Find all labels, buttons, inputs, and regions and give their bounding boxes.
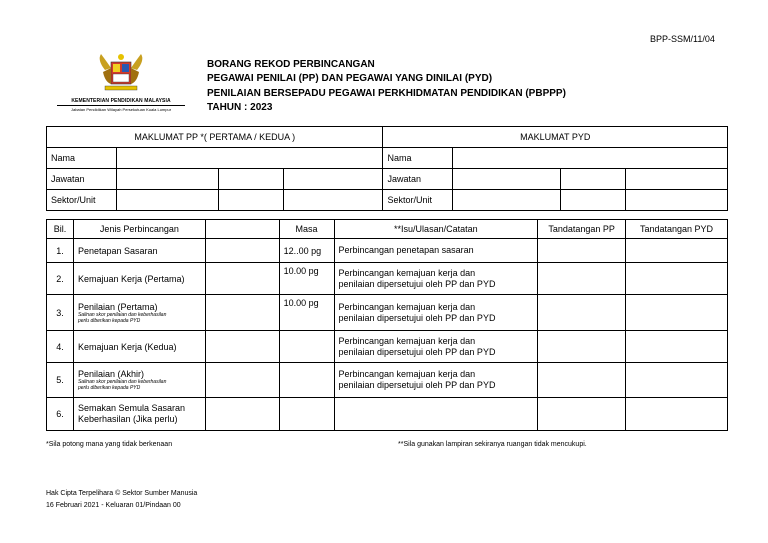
discussion-type: Kemajuan Kerja (Pertama) <box>73 263 205 295</box>
row-number: 3. <box>47 295 74 331</box>
discussion-time[interactable]: 10.00 pg <box>279 295 334 331</box>
discussion-time[interactable] <box>279 363 334 398</box>
pyd-name-field[interactable] <box>453 148 728 169</box>
blank-cell[interactable] <box>205 398 279 431</box>
ministry-logo <box>57 52 185 122</box>
coat-of-arms-icon <box>91 52 151 96</box>
footnote-attachment: **Sila gunakan lampiran sekiranya ruangan tidak mencukupi. <box>398 441 587 448</box>
pyd-position-field[interactable] <box>453 169 561 190</box>
blank-cell[interactable] <box>205 331 279 363</box>
sign-pp-cell[interactable] <box>538 363 626 398</box>
pyd-unit-field[interactable] <box>453 190 561 211</box>
sign-pp-cell[interactable] <box>538 239 626 263</box>
title-line-4: TAHUN : 2023 <box>207 101 273 113</box>
discussion-type-note: Salinan skor penilaian dan keberhasilan perlu diberikan kepada PYD <box>77 311 167 324</box>
col-header-sign-pp: Tandatangan PP <box>538 220 626 239</box>
discussion-type-label: Penilaian (Akhir) <box>77 369 144 379</box>
pp-name-field[interactable] <box>116 148 383 169</box>
pp-name-label: Nama <box>47 148 117 169</box>
col-header-no: Bil. <box>47 220 74 239</box>
pp-unit-field-3[interactable] <box>283 190 383 211</box>
sign-pp-cell[interactable] <box>538 263 626 295</box>
pp-position-field-3[interactable] <box>283 169 383 190</box>
pyd-name-label: Nama <box>383 148 453 169</box>
discussion-issue[interactable]: Perbincangan kemajuan kerja dan penilaian dipersetujui oleh PP dan PYD <box>334 295 538 331</box>
pyd-unit-field-2[interactable] <box>561 190 626 211</box>
pyd-unit-label: Sektor/Unit <box>383 190 453 211</box>
discussion-issue[interactable]: Perbincangan kemajuan kerja dan penilaian dipersetujui oleh PP dan PYD <box>334 263 538 295</box>
blank-cell[interactable] <box>205 363 279 398</box>
discussion-time[interactable]: 12..00 pg <box>279 239 334 263</box>
pyd-position-field-3[interactable] <box>626 169 728 190</box>
table-row <box>47 263 728 295</box>
sign-pyd-cell[interactable] <box>626 363 728 398</box>
pp-position-field-2[interactable] <box>218 169 283 190</box>
discussion-type: Kemajuan Kerja (Kedua) <box>73 331 205 363</box>
copyright-notice <box>46 488 197 512</box>
blank-cell[interactable] <box>205 239 279 263</box>
discussion-type-note: Salinan skor penilaian dan keberhasilan perlu diberikan kepada PYD <box>77 379 167 391</box>
sign-pyd-cell[interactable] <box>626 295 728 331</box>
sign-pyd-cell[interactable] <box>626 331 728 363</box>
pp-info-header: MAKLUMAT PP *( PERTAMA / KEDUA ) <box>47 127 383 148</box>
logo-divider <box>57 105 185 106</box>
discussion-type <box>73 363 205 398</box>
pyd-info-header: MAKLUMAT PYD <box>383 127 728 148</box>
row-number: 4. <box>47 331 74 363</box>
sign-pp-cell[interactable] <box>538 331 626 363</box>
title-line-3: PENILAIAN BERSEPADU PEGAWAI PERKHIDMATAN PENDIDIKAN (PBPPP) <box>207 87 566 99</box>
blank-cell[interactable] <box>205 263 279 295</box>
sign-pyd-cell[interactable] <box>626 239 728 263</box>
col-header-sign-pyd: Tandatangan PYD <box>626 220 728 239</box>
row-number: 6. <box>47 398 74 431</box>
title-line-2: PEGAWAI PENILAI (PP) DAN PEGAWAI YANG DINILAI (PYD) <box>207 73 493 85</box>
sign-pyd-cell[interactable] <box>626 263 728 295</box>
col-header-blank <box>205 220 279 239</box>
copyright-line-1: Hak Cipta Terpelihara © Sektor Sumber Manusia <box>46 490 198 497</box>
discussion-issue[interactable]: Perbincangan kemajuan kerja dan penilaian dipersetujui oleh PP dan PYD <box>334 331 538 363</box>
pp-position-field[interactable] <box>116 169 218 190</box>
table-row <box>47 398 728 431</box>
discussion-time[interactable]: 10.00 pg <box>279 263 334 295</box>
sign-pp-cell[interactable] <box>538 295 626 331</box>
table-row <box>47 239 728 263</box>
discussion-type: Penetapan Sasaran <box>73 239 205 263</box>
pp-position-label: Jawatan <box>47 169 117 190</box>
discussion-issue[interactable]: Perbincangan kemajuan kerja dan penilaian dipersetujui oleh PP dan PYD <box>334 363 538 398</box>
table-row <box>47 295 728 331</box>
document-code: BPP-SSM/11/04 <box>650 34 715 44</box>
pyd-position-label: Jawatan <box>383 169 453 190</box>
row-number: 1. <box>47 239 74 263</box>
col-header-type: Jenis Perbincangan <box>73 220 205 239</box>
blank-cell[interactable] <box>205 295 279 331</box>
footnote-strike: *Sila potong mana yang tidak berkenaan <box>46 441 173 448</box>
officer-info-table <box>46 126 728 211</box>
table-row <box>47 363 728 398</box>
discussion-type: Semakan Semula Sasaran Keberhasilan (Jika perlu) <box>73 398 205 431</box>
sign-pp-cell[interactable] <box>538 398 626 431</box>
discussion-issue[interactable] <box>334 398 538 431</box>
col-header-time: Masa <box>279 220 334 239</box>
discussion-issue[interactable]: Perbincangan penetapan sasaran <box>334 239 538 263</box>
title-line-1: BORANG REKOD PERBINCANGAN <box>207 59 375 70</box>
col-header-issue: **Isu/Ulasan/Catatan <box>334 220 538 239</box>
pyd-unit-field-3[interactable] <box>626 190 728 211</box>
form-title <box>207 58 566 115</box>
row-number: 5. <box>47 363 74 398</box>
discussion-record-table <box>46 219 728 431</box>
ministry-name: KEMENTERIAN PENDIDIKAN MALAYSIA <box>71 98 171 104</box>
discussion-type-label: Penilaian (Pertama) <box>77 301 158 312</box>
discussion-time[interactable] <box>279 398 334 431</box>
pyd-position-field-2[interactable] <box>561 169 626 190</box>
department-name: Jabatan Pendidikan Wilayah Persekutuan Kuala Lumpur <box>70 107 172 112</box>
copyright-line-2: 16 Februari 2021 - Keluaran 01/Pindaan 00 <box>46 502 181 509</box>
discussion-type <box>73 295 205 331</box>
pp-unit-field[interactable] <box>116 190 218 211</box>
pp-unit-field-2[interactable] <box>218 190 283 211</box>
sign-pyd-cell[interactable] <box>626 398 728 431</box>
pp-unit-label: Sektor/Unit <box>47 190 117 211</box>
discussion-time[interactable] <box>279 331 334 363</box>
row-number: 2. <box>47 263 74 295</box>
table-row <box>47 331 728 363</box>
